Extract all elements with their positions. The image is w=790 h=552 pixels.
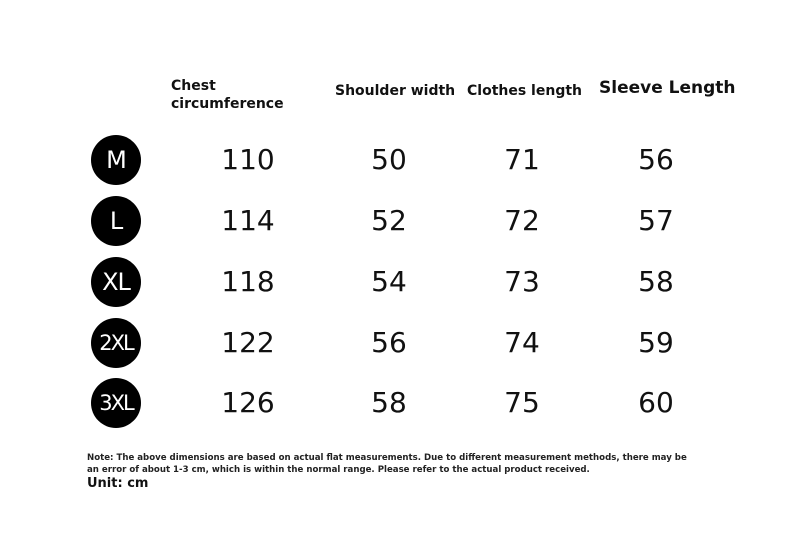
- clothes-length-value: 72: [504, 204, 540, 237]
- shoulder-value: 58: [371, 386, 407, 419]
- size-row-m: [0, 135, 790, 185]
- size-badge: 2XL: [91, 318, 141, 368]
- chest-value: 122: [221, 326, 275, 359]
- header-clothes-length: Clothes length: [467, 83, 582, 99]
- sleeve-length-value: 58: [638, 265, 674, 298]
- sleeve-length-value: 57: [638, 204, 674, 237]
- size-row-3xl: [0, 378, 790, 428]
- size-badge: XL: [91, 257, 141, 307]
- sleeve-length-value: 56: [638, 143, 674, 176]
- clothes-length-value: 74: [504, 326, 540, 359]
- size-badge: L: [91, 196, 141, 246]
- size-badge: 3XL: [91, 378, 141, 428]
- chest-value: 110: [221, 143, 275, 176]
- size-row-l: [0, 196, 790, 246]
- unit-label: Unit: cm: [87, 476, 149, 491]
- shoulder-value: 50: [371, 143, 407, 176]
- header-shoulder-width: Shoulder width: [335, 83, 456, 99]
- clothes-length-value: 71: [504, 143, 540, 176]
- chest-value: 118: [221, 265, 275, 298]
- header-chest-circumference: Chest circumference: [171, 78, 284, 112]
- shoulder-value: 56: [371, 326, 407, 359]
- sleeve-length-value: 59: [638, 326, 674, 359]
- clothes-length-value: 73: [504, 265, 540, 298]
- size-row-xl: [0, 257, 790, 307]
- header-sleeve-length: Sleeve Length: [599, 78, 736, 98]
- clothes-length-value: 75: [504, 386, 540, 419]
- chest-value: 114: [221, 204, 275, 237]
- size-badge: M: [91, 135, 141, 185]
- shoulder-value: 54: [371, 265, 407, 298]
- chest-value: 126: [221, 386, 275, 419]
- shoulder-value: 52: [371, 204, 407, 237]
- size-row-2xl: [0, 318, 790, 368]
- measurement-note: Note: The above dimensions are based on actual flat measurements. Due to different measurement methods, there may be an error of about 1-3 cm, which is within the normal range. Please refer to the actual product received.: [87, 453, 687, 475]
- sleeve-length-value: 60: [638, 386, 674, 419]
